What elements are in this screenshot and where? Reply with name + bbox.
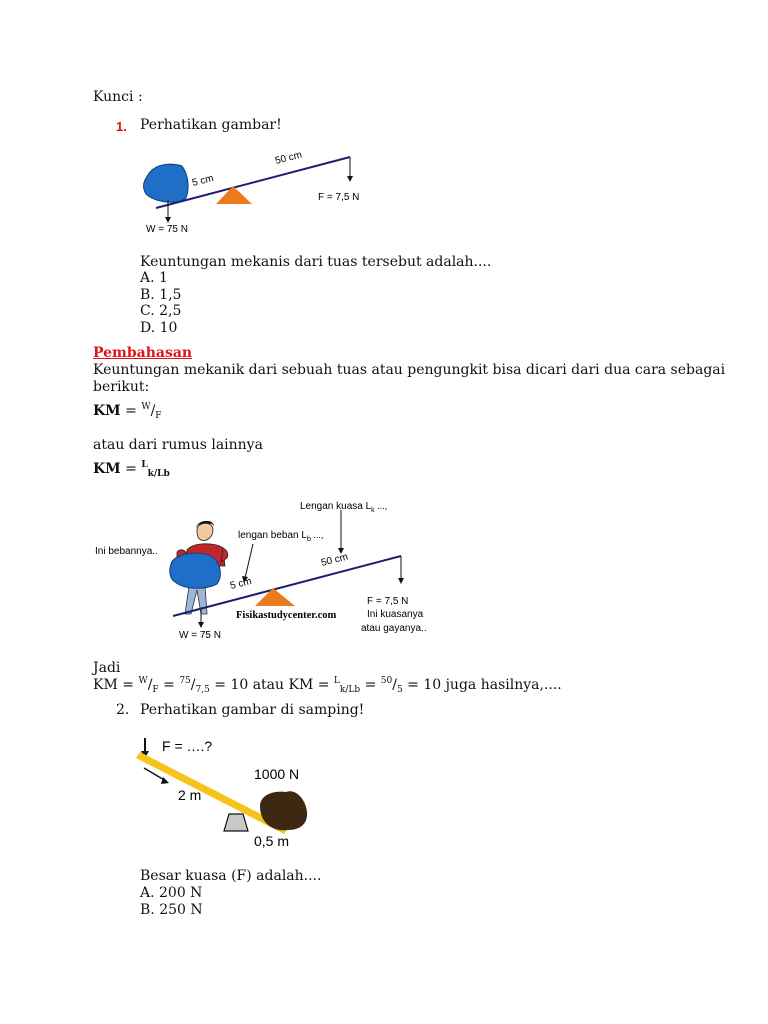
person-figure [170, 521, 228, 614]
watermark: Fisikastudycenter.com [236, 610, 337, 621]
label-weight-2: W = 75 N [179, 630, 221, 641]
weight-arrow-2 [198, 622, 204, 628]
option-d: D. 10 [140, 320, 178, 336]
jadi-label: Jadi [93, 660, 121, 676]
label-1000n: 1000 N [254, 766, 300, 782]
option-b: B. 1,5 [140, 287, 182, 303]
answer-key-heading: Kunci : [93, 89, 143, 105]
weight-arrow [165, 217, 171, 223]
option-c: C. 2,5 [140, 303, 182, 319]
formula-km-lk-lb: KM = $^L_{k/Lb}$ [93, 460, 170, 479]
question-1-text: Keuntungan mekanis dari tuas tersebut adalah.... [140, 254, 492, 270]
lever-figure-1 [136, 148, 376, 240]
question-1-prompt: Perhatikan gambar! [140, 117, 282, 133]
q2-option-b: B. 250 N [140, 902, 203, 918]
annotated-lever-figure [93, 492, 453, 644]
label-f: F = ….? [162, 738, 213, 754]
label-5cm-2: 5 cm [229, 575, 253, 592]
result-equation: KM = $^W/_F = ^{75}/_{7,5} = 10$ atau KM = $^L_{k/Lb} = ^{50}/_5 = 10$ juga hasilnya,.... [93, 676, 562, 695]
label-effort-arm: Lengan kuasa $L_k$ ..., [300, 501, 388, 514]
q2-option-a: A. 200 N [140, 885, 203, 901]
option-a: A. 1 [140, 270, 168, 286]
fulcrum [216, 186, 252, 204]
label-effort-note-2: atau gayanya.. [361, 623, 427, 634]
question-2-text: Besar kuasa (F) adalah.... [140, 868, 322, 884]
discussion-intro-2: berikut: [93, 379, 150, 395]
label-load-note: Ini bebannya.. [95, 546, 158, 557]
alt-formula-text: atau dari rumus lainnya [93, 437, 263, 453]
lever-figure-q2 [136, 734, 316, 854]
label-load-arm: lengan beban $L_b$ ..., [238, 530, 324, 543]
discussion-title: Pembahasan [93, 345, 193, 361]
fulcrum-block [224, 814, 248, 831]
label-effort-note-1: Ini kuasanya [367, 609, 424, 620]
label-50cm-2: 50 cm [320, 551, 350, 569]
formula-km-w-f: KM = $^W/_F$ [93, 402, 162, 421]
label-force: F = 7,5 N [318, 192, 360, 203]
label-50cm: 50 cm [274, 149, 304, 167]
discussion-intro-1: Keuntungan mekanik dari sebuah tuas atau pengungkit bisa dicari dari dua cara sebagai [93, 362, 726, 378]
fulcrum-2 [255, 588, 295, 606]
label-0-5m: 0,5 m [254, 833, 290, 849]
label-weight: W = 75 N [146, 224, 188, 235]
load-rock [143, 164, 188, 202]
question-1-number: 1. [116, 119, 127, 134]
label-2m: 2 m [178, 787, 202, 803]
label-5cm: 5 cm [191, 172, 215, 189]
question-2-prompt: Perhatikan gambar di samping! [140, 702, 365, 718]
force-arrow-2 [398, 578, 404, 584]
question-2-number: 2. [116, 702, 130, 718]
force-arrow [347, 176, 353, 182]
label-force-2: F = 7,5 N [367, 596, 409, 607]
